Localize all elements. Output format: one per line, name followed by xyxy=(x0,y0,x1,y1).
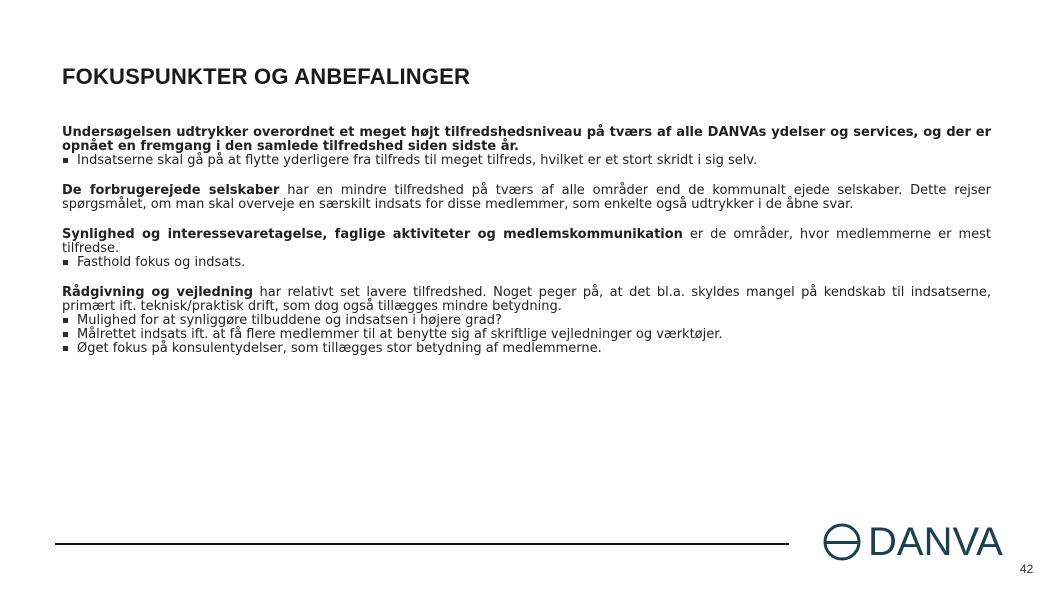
list-item-text: Målrettet indsats ift. at få flere medlemmer til at benytte sig af skriftlige vejledninger og værktøjer. xyxy=(77,327,723,342)
square-bullet-icon xyxy=(63,158,68,163)
square-bullet-icon xyxy=(63,332,68,337)
page-number: 42 xyxy=(1020,562,1034,576)
section-advisory xyxy=(62,286,991,356)
square-bullet-icon xyxy=(63,260,68,265)
section-text xyxy=(62,184,991,212)
list-item xyxy=(62,342,991,356)
section-overall xyxy=(62,126,991,168)
section-lead: Synlighed og interessevaretagelse, faglige aktiviteter og medlemskommunikation xyxy=(62,227,683,242)
section-consumer-owned xyxy=(62,184,991,212)
list-item-text: Øget fokus på konsulentydelser, som tillægges stor betydning af medlemmerne. xyxy=(77,341,602,356)
list-item xyxy=(62,328,991,342)
section-visibility xyxy=(62,228,991,270)
body-content xyxy=(62,126,991,372)
section-lead: Undersøgelsen udtrykker overordnet et meget højt tilfredshedsniveau på tværs af alle DANVAs ydelser og services, og der er opnået en fremgang i den samlede tilfredshed siden sidste år. xyxy=(62,125,991,154)
footer-divider xyxy=(55,543,789,545)
list-item-text: Indsatserne skal gå på at flytte yderligere fra tilfreds til meget tilfreds, hvilket er et stort skridt i sig selv. xyxy=(77,153,758,168)
section-body: har relativt set lavere tilfredshed. Noget peger på, at det bl.a. skyldes mangel på kendskab til indsatserne, primært ift. teknisk/praktisk drift, som dog også tillægges mindre betydning. xyxy=(62,285,992,314)
list-item xyxy=(62,256,991,270)
list-item-text: Mulighed for at synliggøre tilbuddene og indsatsen i højere grad? xyxy=(77,313,502,328)
section-lead: Rådgivning og vejledning xyxy=(62,285,254,300)
section-lead: De forbrugerejede selskaber xyxy=(62,183,280,198)
list-item xyxy=(62,154,991,168)
danva-logo-icon xyxy=(822,522,862,562)
danva-logo xyxy=(822,521,1003,563)
section-body: har en mindre tilfredshed på tværs af alle områder end de kommunalt ejede selskaber. Dette rejser spørgsmålet, om man skal overveje en særskilt indsats for disse medlemmer, som enkelte også udtrykker i de åbne svar. xyxy=(62,183,991,212)
square-bullet-icon xyxy=(63,318,68,323)
square-bullet-icon xyxy=(63,346,68,351)
list-item xyxy=(62,314,991,328)
section-body: er de områder, hvor medlemmerne er mest tilfredse. xyxy=(62,227,991,256)
section-text xyxy=(62,286,991,314)
section-text xyxy=(62,126,991,154)
section-text xyxy=(62,228,991,256)
logo-wordmark: DANVA xyxy=(868,520,1003,564)
page-title: FOKUSPUNKTER OG ANBEFALINGER xyxy=(62,64,471,89)
list-item-text: Fasthold fokus og indsats. xyxy=(77,255,246,270)
